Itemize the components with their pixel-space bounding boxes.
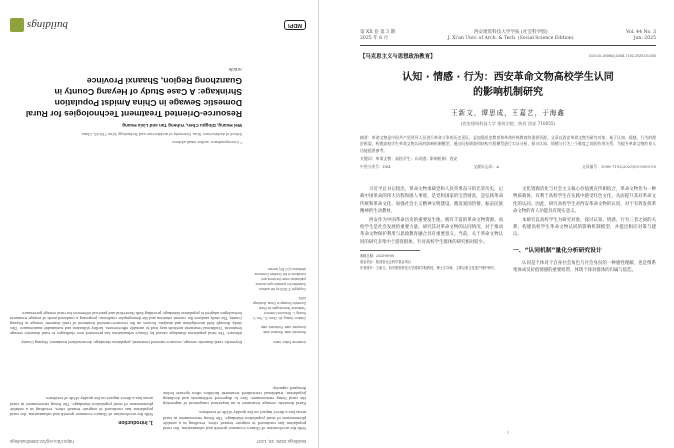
left-page: [0, 0, 316, 448]
page-divider: [318, 0, 319, 448]
article-body: [360, 186, 656, 276]
body-column-1: [360, 186, 503, 276]
document-code: 文献标志码：A: [473, 164, 500, 170]
article-authors: 王新文，谭思成，王嘉艺，于海鑫: [451, 108, 565, 117]
abstract-text: 摘要：革命文物是中国共产党领导人民进行革命斗争的历史见证，是加强党史教育和革命传统教育的重要资源。文章以西安革命文物为研究对象，基于认知、情感、行为的理论框架，构建高校学生革命文物认同的影响机制模型，通过问卷调查和结构方程模型进行实证分析，探讨认知、情感与行为三个维度之间的作用关系，为提升革命文物的育人功能提供参考。: [360, 134, 656, 153]
sidebar-editor: Academic Editor: name: [273, 340, 306, 344]
title-block: [10, 66, 242, 144]
intro-column-1: [163, 380, 306, 430]
intro-column-2: [10, 380, 153, 430]
introduction-section: [10, 380, 306, 430]
body-paragraph: 认同是个体对于自身社会角色与社会身份的一种感性理解，也是维系集体成员价值情感的重要纽带，体现个体对群体的归属与依恋。: [513, 260, 656, 274]
journal-name: buildings: [27, 19, 68, 31]
body-column-2: [513, 186, 656, 276]
classification-number: 中图分类号：D64: [360, 164, 391, 170]
header-rule: [360, 45, 656, 46]
body-paragraph: 文化资源活化与社会主义核心价值观宣传相结合，革命文物作为一种物质载体，有利于高校学生在实践中感受红色文化，从而提升其对革命文化的认同。因此，研究高校学生对西安革命文物的认同，对于有效发挥革命文物的育人功能具有现实意义。: [513, 187, 656, 215]
article-authors: Wei Huang, Dingpu Chen, Yuheng Tan and Lixia Huang: [122, 123, 242, 128]
article-number: 文章编号：1008-7192(2025)03-0000-00: [581, 164, 656, 170]
right-page: [322, 0, 674, 448]
section-title: 1. Introduction: [118, 419, 153, 425]
affiliation-text: (西安建筑科技大学 建筑学院，陕西 西安 710055): [460, 120, 556, 126]
column-label: 【马克思主义与思想政治教育】: [360, 53, 436, 60]
right-page-content: [360, 30, 656, 276]
footer-doi-link[interactable]: https://doi.org/10.3390/buildings: [10, 439, 74, 444]
article-title: Resource-Oriented Treatment Technologies for Rural Domestic Sewage in China Amidst Population Shrinkage: A Case Study of Heyang County in Guanzhong Region, Shaanxi Province: [25, 76, 242, 119]
footnotes: [360, 254, 503, 271]
left-page-content: [10, 4, 306, 444]
sidebar-dates: Received: date; Revised: date; Accepted: date; Published: date: [260, 325, 306, 335]
body-paragraph: 本研究以高校学生为研究对象，探讨认知、情感、行为三者之间的关系，构建高校学生革命文物认同的影响机制模型，并提出相应对策与建议。: [513, 217, 656, 238]
journal-logo-icon: [10, 18, 24, 32]
keywords-text: 关键词：革命文物；高校学生；认同感；影响机制；西安: [360, 156, 458, 162]
intro-paragraph: With the acceleration of China's economic growth and urbanization, the rural population has continued to migrate toward cities, resulting in a notable phenomenon of rural population shrinkage. The living environment in rural areas has a direct impact on the quality of life of residents.: [10, 396, 153, 416]
column-row: [360, 52, 656, 60]
header-issue: 第 XX 卷 第 3 期 2025 年 6 月: [360, 30, 396, 41]
header-volume: Vol. 44 No. 3 Jun. 2025: [626, 30, 656, 41]
section-heading: 一、“认同机制”量化分析研究设计: [513, 247, 602, 254]
journal-logo: [10, 18, 68, 32]
article-type-label: Article: [228, 66, 242, 71]
page-number: · 1 ·: [504, 430, 512, 435]
article-sidebar: [250, 262, 306, 344]
body-paragraph: 西安作为中国革命历史的重要发生地，拥有丰富的革命文物资源。高校学生是社会发展的重要力量，研究其对革命文物的认同情况，对于推动革命文物保护利用与思政教育融合具有重要意义。当前，关于革命文物认同的研究多集中于游客群体，针对高校学生群体的研究相对较少。: [360, 217, 503, 245]
footnote-rule: [360, 250, 420, 251]
left-page-footer: [10, 434, 306, 444]
footnote-received: 收稿日期：2025-00-00: [360, 253, 395, 258]
classification-meta: [360, 164, 656, 170]
affiliation-text: School of Architecture, Xi'an University of Architecture and Technology, Xi'an 710055, China: [81, 132, 242, 136]
footer-citation: Buildings 2025, 15, 1347: [256, 439, 306, 444]
affiliation-text: * Correspondence: author email address: [172, 140, 242, 144]
sidebar-citation: Citation: Huang, W.; Chen, D.; Tan, Y.; Huang, L. Resource-Oriented Treatment Technologies for Rural Domestic Sewage in China. Buildings 2025.: [252, 296, 306, 320]
header-journal-title: 西安建筑科技大学学报 (社会科学版) J. Xi'an Univ. of Arch. & Tech. (Social Science Edition): [447, 30, 574, 41]
publisher-name: MDPI: [284, 20, 306, 30]
intro-paragraph: With the acceleration of China's economic growth and urbanization, the rural population has continued to migrate toward cities, resulting in a notable phenomenon of rural population shrinkage. The living environment in rural areas has a direct impact on the quality of life of residents.: [163, 410, 306, 430]
mdpi-logo: [284, 20, 306, 30]
journal-header: [360, 30, 656, 42]
footnote-author: 作者简介：王新文，西安建筑科技大学建筑学院教授，博士生导师，主要从事文化遗产保护研究。: [360, 265, 498, 270]
body-paragraph: 习近平总书记指出，革命文物承载党和人民英勇奋斗的光荣历史，记载中国革命的伟大历程和感人事迹，是党和国家的宝贵财富，是弘扬革命传统和革命文化、加强社会主义精神文明建设、激发爱国热情、振奋民族精神的生动教材。: [360, 187, 503, 215]
left-page-header: [10, 10, 306, 40]
article-title: [360, 70, 656, 100]
intro-paragraph: Rural domestic sewage treatment is an important component of improving the rural living environment. Due to dispersed settlements and declining population, traditional centralized treatment facilities often operate below designed capacity.: [163, 385, 306, 406]
keywords-text: Keywords: rural domestic sewage; resource-oriented treatment; population shrinkage; decentralized treatment; Heyang County: [21, 340, 242, 344]
footnote-fund: 基金项目：陕西省社会科学基金项目: [360, 259, 411, 264]
sidebar-copyright: Copyright: © 2025 by the authors. Submitted for possible open access publication under the terms and conditions of the Creative Commons Attribution (CC BY) license.: [254, 267, 306, 291]
title-line-2: 的影响机制研究: [473, 86, 543, 98]
abstract-block: [10, 306, 242, 344]
abstract-text: Abstract: The rural population shrinkage caused by China's urbanization has presented new challenges to rural domestic sewage treatment. Traditional treatment methods may lead to unstable effectiveness, facility utilization and sustainable maintenance. This study, through field investigation and analysis, focuses on the resource-oriented treatment of rural domestic sewage in Heyang County. The study analyzes the current situation and the demographic conditions, proposing a combined mode of sewage treatment technologies adapted to population shrinkage, providing both theoretical and practical references for rural sewage governance.: [10, 311, 242, 335]
title-line-1: 认知 · 情感 · 行为：西安革命文物高校学生认同: [402, 71, 614, 83]
doi-text: DOI:10.15986/j.1008-7192.2025.03.000: [589, 53, 656, 58]
